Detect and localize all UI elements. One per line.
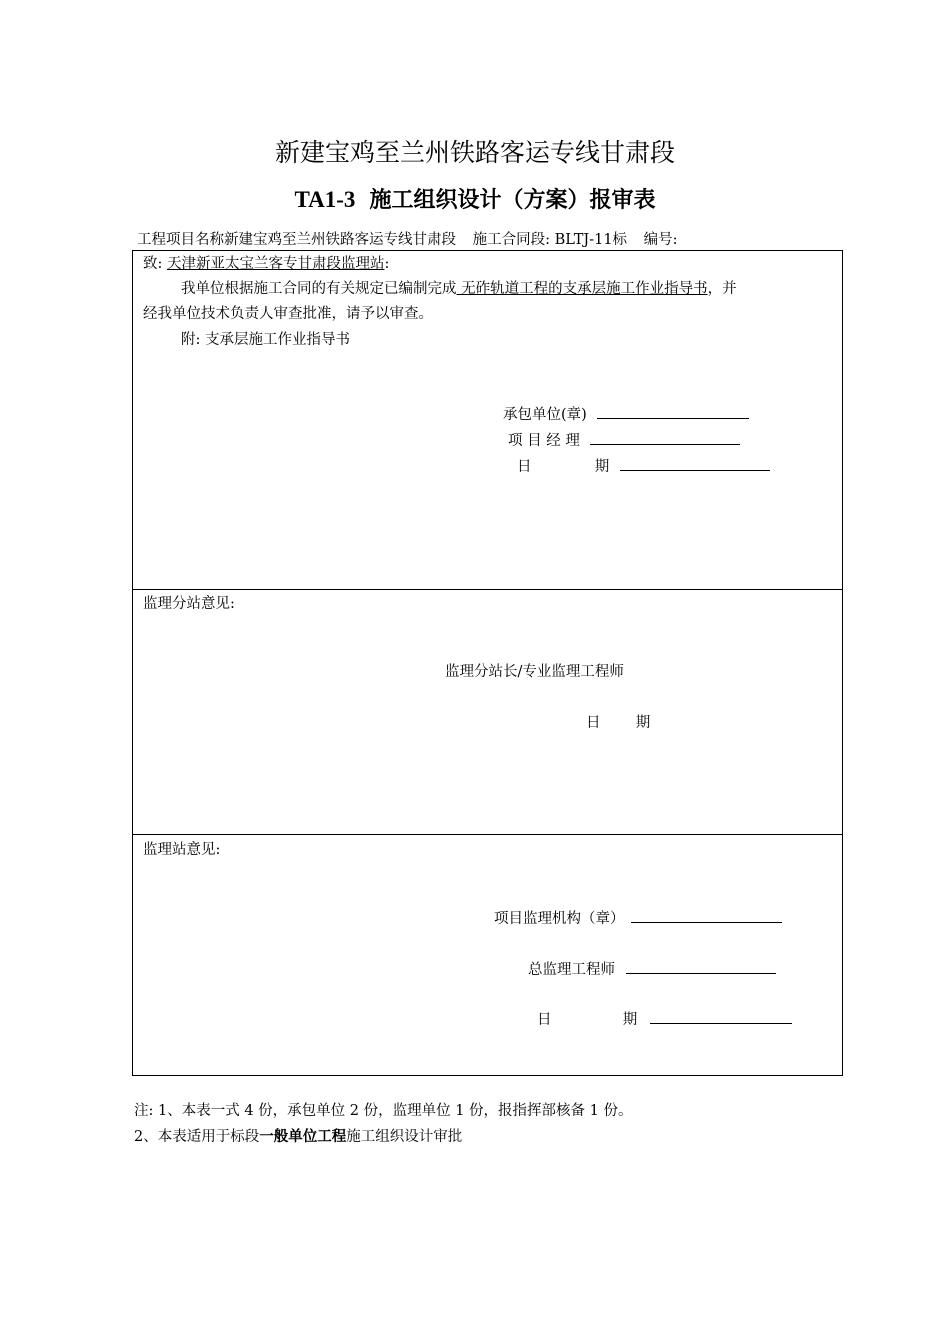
station-date-field: [537, 1008, 792, 1029]
note-2-emphasis: 一般单位工程: [259, 1128, 347, 1145]
date-label-b: 期: [594, 459, 610, 475]
to-prefix: 致:: [143, 256, 163, 272]
document-title: 新建宝鸡至兰州铁路客运专线甘肃段: [274, 138, 675, 167]
submission-subject: 无砟轨道工程的支承层施工作业指导书: [456, 281, 708, 297]
form-code: TA1-3: [294, 187, 356, 212]
section-divider-1: [132, 589, 843, 590]
station-date-line[interactable]: [650, 1011, 792, 1024]
form-title: [0, 183, 950, 214]
substation-date-field: [586, 711, 650, 732]
supervision-org-seal-field: [494, 907, 782, 928]
note-1: 注: 1、本表一式 4 份，承包单位 2 份，监理单位 1 份，报指挥部核备 1 份。: [134, 1103, 633, 1119]
chief-engineer-line[interactable]: [626, 961, 776, 974]
project-manager-line[interactable]: [590, 432, 740, 445]
contract-section: 施工合同段: BLTJ-11标: [472, 232, 628, 248]
contractor-seal-line[interactable]: [597, 406, 749, 419]
contractor-seal-field: [503, 403, 749, 424]
project-manager-label: 项 目 经 理: [508, 433, 580, 449]
contractor-date-field: [517, 455, 770, 476]
note-2-suffix: 施工组织设计审批: [346, 1129, 463, 1145]
station-opinion-heading: 监理站意见:: [143, 842, 221, 858]
meta-line: [137, 228, 690, 249]
chief-engineer-label: 总监理工程师: [528, 962, 615, 978]
project-manager-field: [508, 429, 740, 450]
body-suffix: ，并: [707, 281, 737, 297]
submission-body-line2: 经我单位技术负责人审查批准，请予以审查。: [143, 306, 433, 322]
project-name: 工程项目名称新建宝鸡至兰州铁路客运专线甘肃段: [137, 232, 456, 248]
chief-engineer-field: [528, 958, 776, 979]
supervision-org-label: 项目监理机构（章）: [494, 911, 625, 927]
substation-signer-label: 监理分站长/专业监理工程师: [445, 664, 624, 680]
note-2-prefix: 2、本表适用于标段: [134, 1129, 260, 1145]
date-label-a: 日: [537, 1012, 552, 1028]
date-label-b: 期: [635, 715, 651, 731]
attachment-line: 附: 支承层施工作业指导书: [181, 332, 350, 348]
serial-number: 编号:: [643, 232, 678, 248]
supervision-org-line[interactable]: [631, 910, 782, 923]
addressee-name: 天津新亚太宝兰客专甘肃段监理站: [167, 256, 385, 272]
date-label-b: 期: [622, 1012, 638, 1028]
contractor-seal-label: 承包单位(章): [503, 407, 587, 423]
substation-opinion-heading: 监理分站意见:: [143, 596, 235, 612]
form-name: 施工组织设计（方案）报审表: [369, 187, 656, 213]
body-prefix: 我单位根据施工合同的有关规定已编制完成: [181, 281, 457, 297]
date-label-a: 日: [586, 715, 601, 731]
to-suffix: :: [384, 256, 390, 272]
submission-body-line1: [181, 277, 737, 298]
section-divider-2: [132, 834, 843, 835]
note-2: [134, 1125, 462, 1146]
contractor-date-line[interactable]: [620, 458, 770, 471]
addressee-line: [143, 252, 389, 273]
date-label-a: 日: [517, 459, 532, 475]
